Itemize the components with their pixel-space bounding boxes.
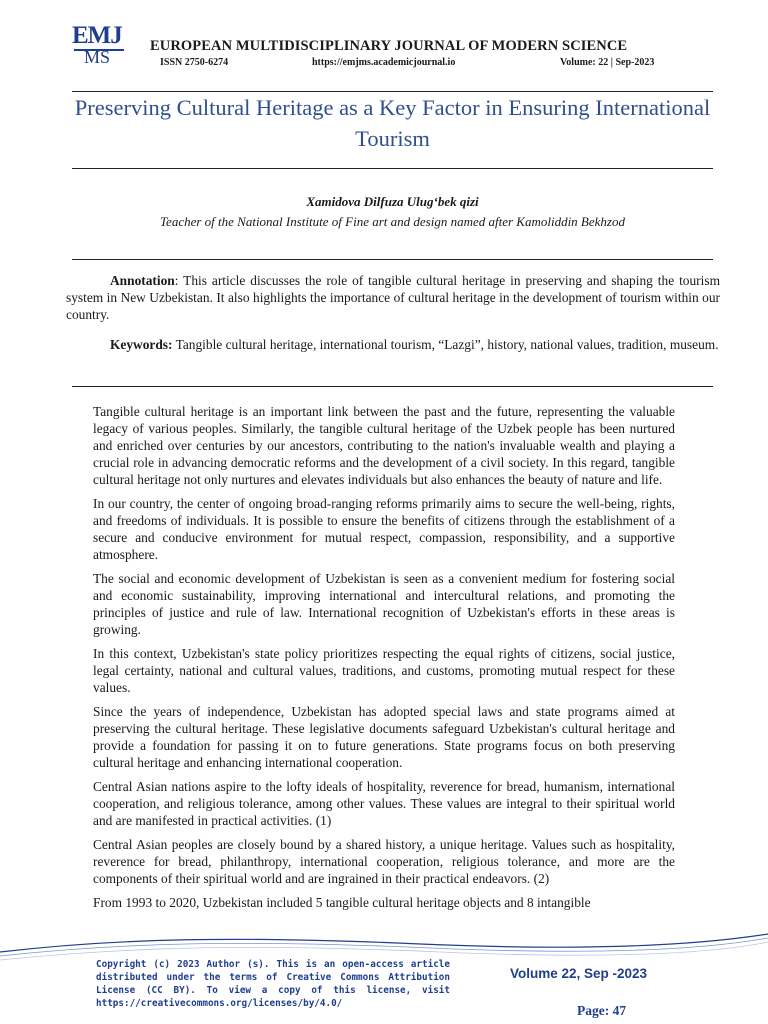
author-name: Xamidova Dilfuza Ulug‘bek qizi	[306, 194, 479, 209]
footer-volume: Volume 22, Sep -2023	[510, 966, 648, 981]
article-body	[93, 403, 675, 918]
affiliation-rule	[72, 259, 713, 260]
paragraph: Central Asian peoples are closely bound by a shared history, a unique heritage. Values such as hospitality, reverence for bread, philanthropy, international cooperation, religious tolerance, and more are the components of their spiritual world and are ingrained in their practical endeavors. (2)	[93, 837, 675, 886]
page-number: Page: 47	[577, 1003, 627, 1018]
paragraph: From 1993 to 2020, Uzbekistan included 5 tangible cultural heritage objects and 8 intangible	[93, 895, 591, 910]
journal-name: EUROPEAN MULTIDISCIPLINARY JOURNAL OF MODERN SCIENCE	[150, 38, 628, 54]
paragraph: Tangible cultural heritage is an important link between the past and the future, representing the valuable legacy of various peoples. Similarly, the tangible cultural heritage of the Uzbek people has been nurtured and enriched over centuries by our ancestors, contributing to the nation's invaluable wealth and playing a crucial role in advancing democratic reforms and the development of a civil society. In this regard, tangible cultural heritage not only nurtures and elevates individuals but also enhances the beauty of nature and life.	[93, 404, 675, 487]
paragraph: Since the years of independence, Uzbekistan has adopted special laws and state programs aimed at preserving the cultural heritage. These legislative documents safeguard Uzbekistan's cultural heritage and provide a foundation for passing it on to future generations. State programs focus on both preserving cultural heritage and enhancing international cooperation.	[93, 704, 675, 770]
keywords-text: Tangible cultural heritage, international tourism, “Lazgi”, history, national values, tradition, museum.	[172, 337, 719, 352]
author-affiliation: Teacher of the National Institute of Fine art and design named after Kamoliddin Bekhzod	[160, 214, 625, 229]
issn: ISSN 2750-6274	[160, 57, 229, 68]
keywords-rule	[72, 386, 713, 387]
paragraph: The social and economic development of Uzbekistan is seen as a convenient medium for fostering social and economic sustainability, improving international and intercultural relations, and promoting the principles of justice and rule of law. International recognition of Uzbekistan's efforts in these areas is growing.	[93, 571, 675, 637]
copyright-notice: Copyright (c) 2023 Author (s). This is an open-access article distributed under the terms of Creative Commons Attribution License (CC BY). To view a copy of this license, visit https://creativecommons.org/licenses/by/4.0/	[96, 959, 450, 1009]
article-title: Preserving Cultural Heritage as a Key Factor in Ensuring International Tourism	[74, 95, 711, 151]
logo-emj-text: EMJ	[72, 22, 122, 49]
journal-logo	[72, 22, 128, 68]
logo-ms-text: MS	[84, 47, 111, 67]
journal-url[interactable]: https://emjms.academicjournal.io	[312, 57, 456, 68]
keywords	[66, 336, 720, 353]
annotation	[66, 272, 720, 323]
header-volume: Volume: 22 | Sep-2023	[560, 57, 655, 68]
title-rule	[72, 168, 713, 169]
paragraph: In our country, the center of ongoing broad-ranging reforms primarily aims to secure the well-being, rights, and freedoms of individuals. It is possible to ensure the benefits of citizens through the establishment of a secure and conducive environment for mutual respect, compassion, responsibility, and a supportive atmosphere.	[93, 496, 675, 562]
paragraph: Central Asian nations aspire to the lofty ideals of hospitality, reverence for bread, humanism, international cooperation, and religious tolerance, among other values. These values are integral to their spiritual world and are manifested in practical activities. (1)	[93, 779, 675, 828]
paragraph: In this context, Uzbekistan's state policy prioritizes respecting the equal rights of citizens, social justice, legal certainty, national and cultural values, traditions, and customs, promoting mutual respect for these values.	[93, 646, 675, 695]
annotation-text: : This article discusses the role of tangible cultural heritage in preserving and shaping the tourism system in New Uzbekistan. It also highlights the importance of cultural heritage in the development of tourism within our country.	[66, 273, 720, 322]
keywords-label: Keywords:	[110, 337, 173, 352]
annotation-label: Annotation	[110, 273, 175, 288]
